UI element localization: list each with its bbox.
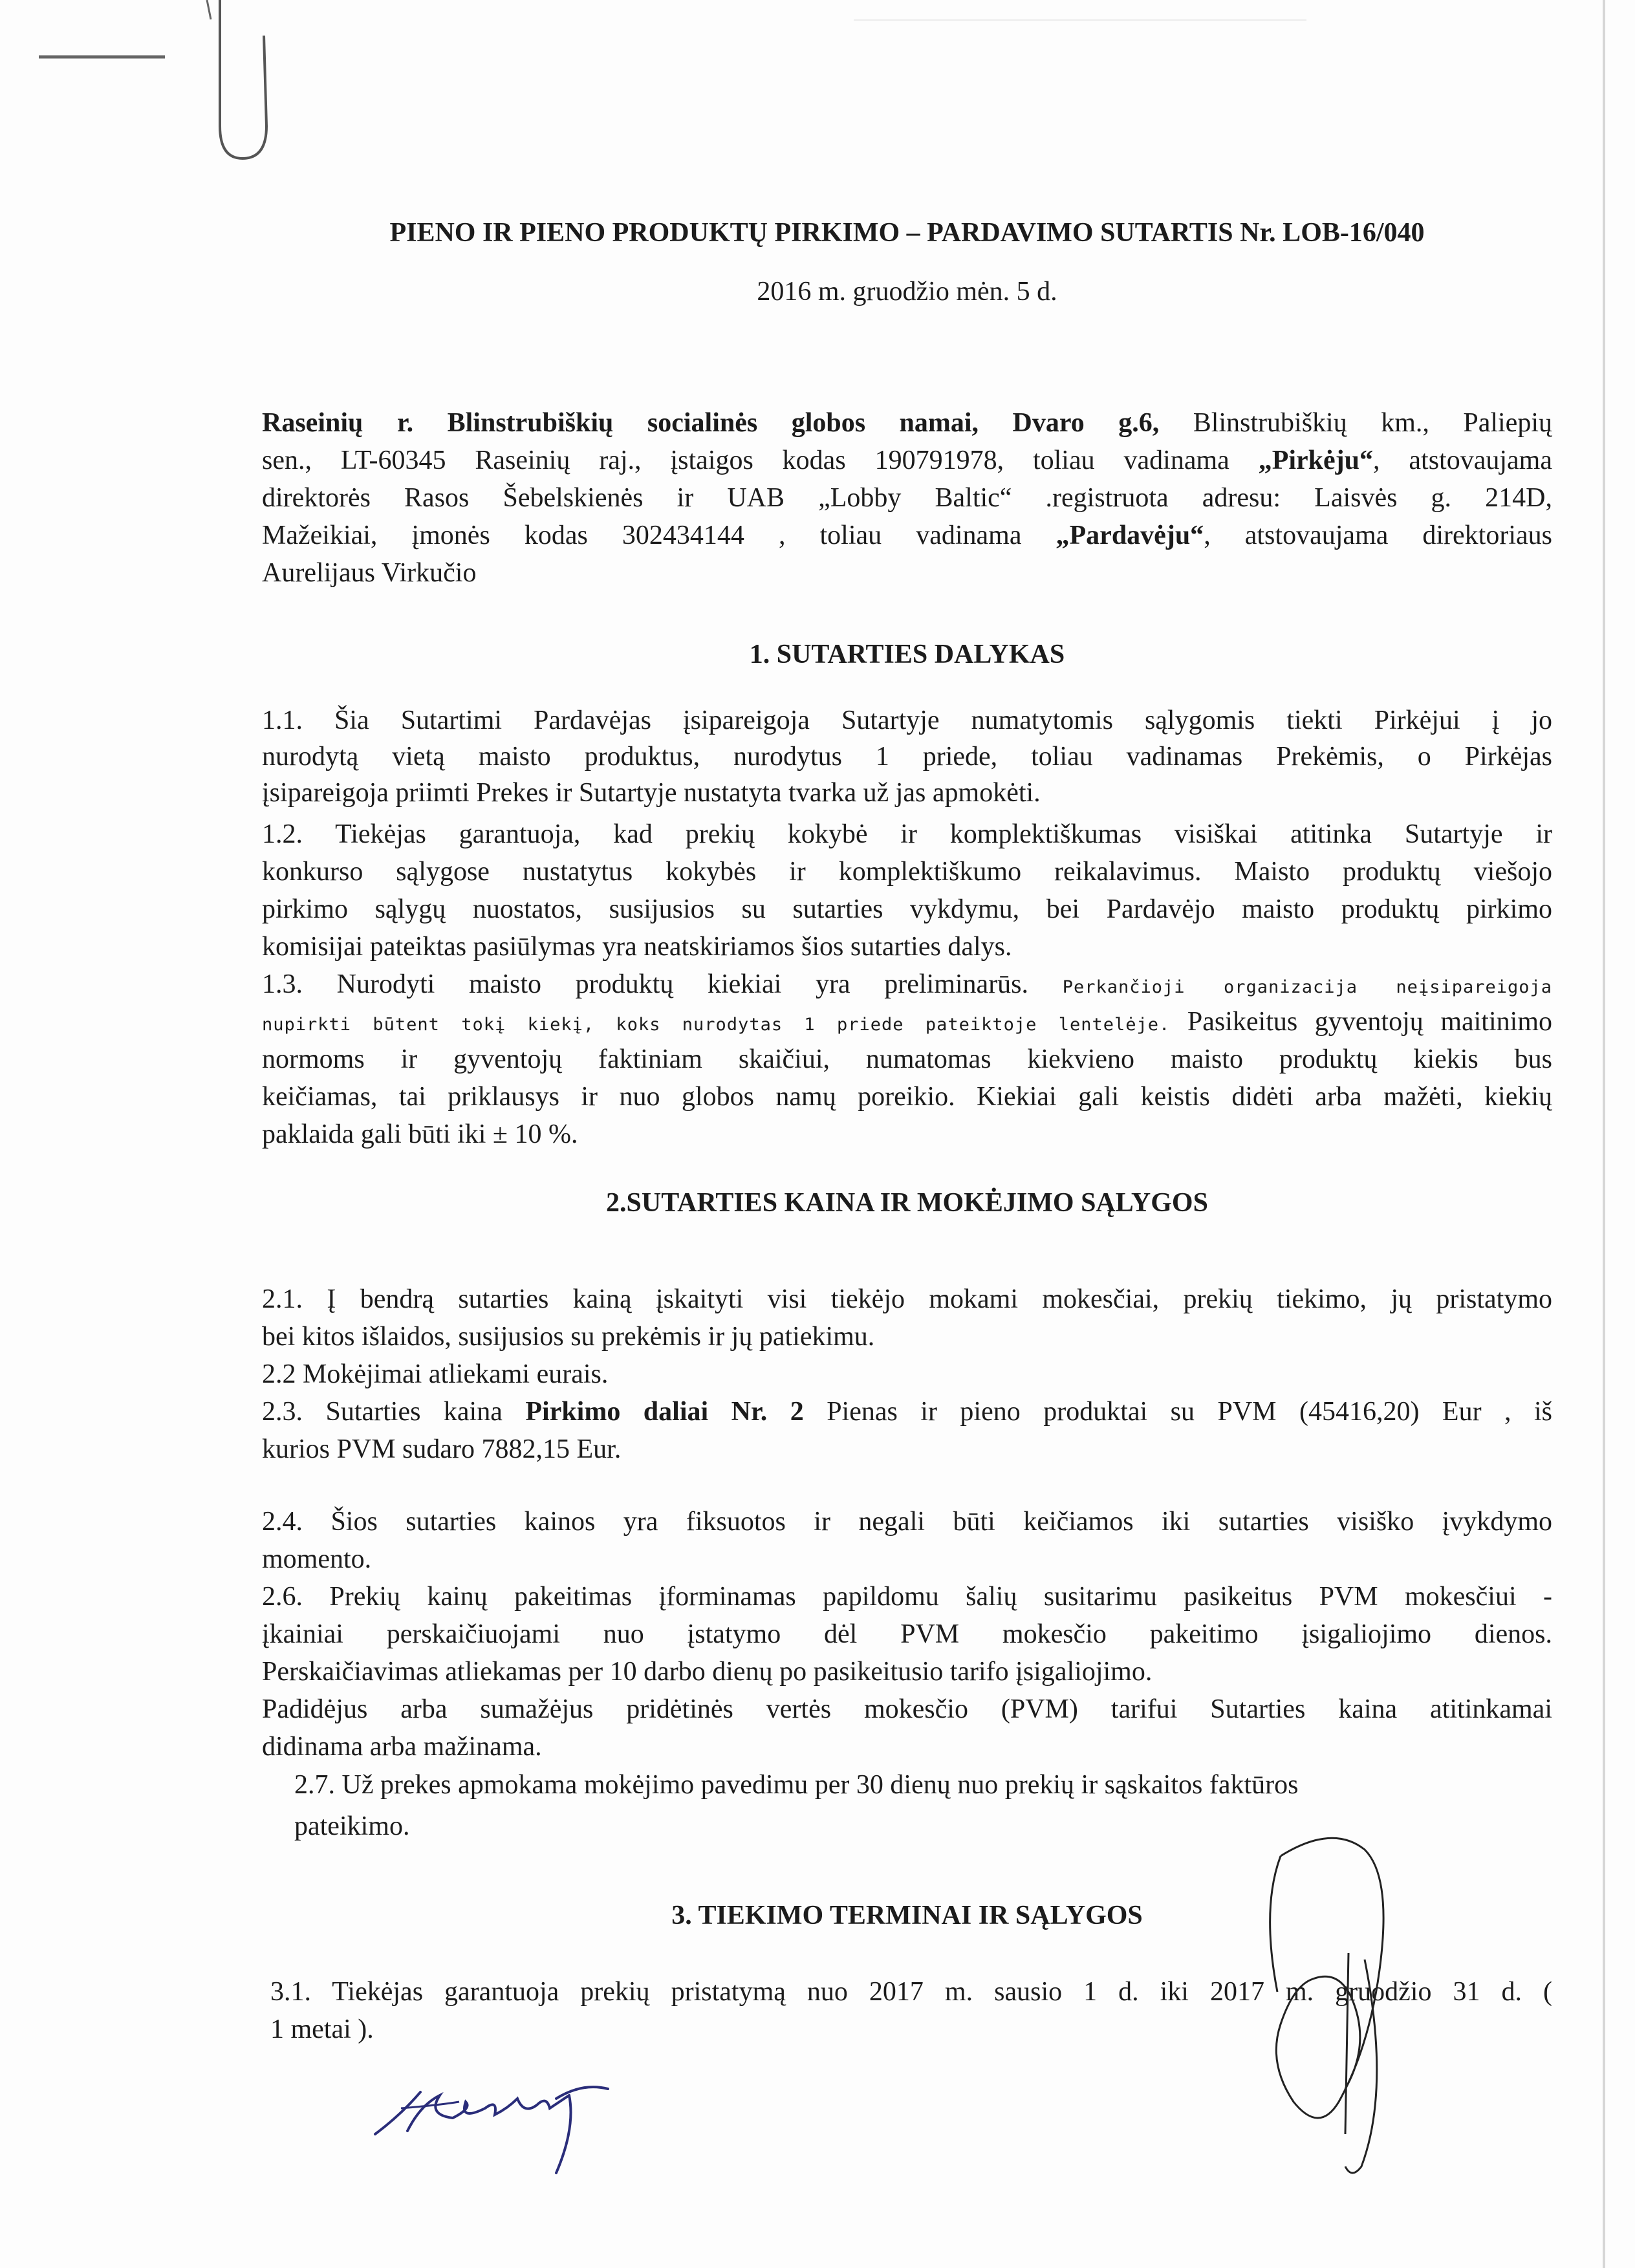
s1-line: konkurso sąlygose nustatytus kokybės ir komplektiškumo reikalavimus. Maisto produktų viešojo — [262, 857, 1552, 887]
s1-line: įsipareigoja priimti Prekes ir Sutartyje nustatyta tvarka už jas apmokėti. — [262, 778, 1041, 808]
s2-line: 2.4. Šios sutarties kainos yra fiksuotos ir negali būti keičiamos iki sutarties visiško įvykdymo — [262, 1507, 1552, 1537]
parties-line-2: sen., LT-60345 Raseinių raj., įstaigos kodas 190791978, toliau vadinama „Pirkėju“, atstovaujama — [262, 446, 1552, 475]
s2-line: didinama arba mažinama. — [262, 1732, 542, 1762]
section-1-heading: 1. SUTARTIES DALYKAS — [749, 640, 1065, 669]
s1-line: 1.2. Tiekėjas garantuoja, kad prekių kokybė ir komplektiškumas visiškai atitinka Sutartyje ir — [262, 819, 1552, 849]
s1-line: nurodytą vietą maisto produktus, nurodytus 1 priede, toliau vadinamas Prekėmis, o Pirkėjas — [262, 742, 1552, 772]
signature-left — [362, 2069, 673, 2179]
s2-line: bei kitos išlaidos, susijusios su prekėmis ir jų patiekimu. — [262, 1322, 875, 1352]
s1-line: normoms ir gyventojų faktiniam skaičiui, numatomas kiekvieno maisto produktų kiekis bus — [262, 1044, 1552, 1074]
s2-line: Perskaičiavimas atliekamas per 10 darbo dienų po pasikeitusio tarifo įsigaliojimo. — [262, 1657, 1153, 1687]
s2-line: 2.2 Mokėjimai atliekami eurais. — [262, 1359, 609, 1389]
s2-line: 2.7. Už prekes apmokama mokėjimo pavedimu per 30 dienų nuo prekių ir sąskaitos faktūros — [294, 1770, 1299, 1800]
contract-date: 2016 m. gruodžio mėn. 5 d. — [757, 277, 1057, 307]
parties-line-3: direktorės Rasos Šebelskienės ir UAB „Lobby Baltic“ .registruota adresu: Laisvės g. 214D, — [262, 483, 1552, 513]
s2-line: kurios PVM sudaro 7882,15 Eur. — [262, 1434, 622, 1464]
s2-line: 2.6. Prekių kainų pakeitimas įforminamas papildomu šalių susitarimu pasikeitus PVM mokesčiui - — [262, 1582, 1552, 1612]
s2-line: momento. — [262, 1544, 372, 1574]
s1-line: keičiamas, tai priklausys ir nuo globos namų poreikio. Kiekiai gali keistis didėti arba mažėti, kiekių — [262, 1082, 1552, 1112]
s1-line: paklaida gali būti iki ± 10 %. — [262, 1119, 578, 1149]
s2-line: įkainiai perskaičiuojami nuo įstatymo dėl PVM mokesčio pakeitimo įsigaliojimo dienos. — [262, 1619, 1552, 1649]
s1-line: nupirkti būtent tokį kiekį, koks nurodytas 1 priede pateiktoje lentelėje. Pasikeitus gyventojų maitinimo — [262, 1007, 1552, 1037]
s2-line: pateikimo. — [294, 1811, 410, 1841]
scan-artifact-line — [854, 19, 1306, 21]
s3-line: 3.1. Tiekėjas garantuoja prekių pristatymą nuo 2017 m. sausio 1 d. iki 2017 m. gruodžio 31 d. ( — [270, 1977, 1552, 2007]
s1-line: 1.1. Šia Sutartimi Pardavėjas įsipareigoja Sutartyje numatytomis sąlygomis tiekti Pirkėjui į jo — [262, 706, 1552, 735]
parties-line-5: Aurelijaus Virkučio — [262, 558, 477, 588]
contract-part-label: Pirkimo daliai Nr. 2 — [525, 1397, 804, 1427]
buyer-address: Blinstrubiškių km., Paliepių — [1159, 408, 1552, 438]
seller-label: „Pardavėju“ — [1056, 521, 1204, 550]
section-2-heading: 2.SUTARTIES KAINA IR MOKĖJIMO SĄLYGOS — [606, 1188, 1208, 1218]
buyer-label: „Pirkėju“ — [1258, 446, 1373, 475]
paper-clip-icon — [13, 0, 272, 168]
s2-line: Padidėjus arba sumažėjus pridėtinės vertės mokesčio (PVM) tarifui Sutarties kaina atitinkamai — [262, 1694, 1552, 1724]
contract-title: PIENO IR PIENO PRODUKTŲ PIRKIMO – PARDAVIMO SUTARTIS Nr. LOB-16/040 — [389, 218, 1425, 248]
s1-line: 1.3. Nurodyti maisto produktų kiekiai yra preliminarūs. Perkančioji organizacija neįsipareigoja — [262, 969, 1553, 999]
scan-right-edge — [1603, 0, 1605, 2268]
s1-line: pirkimo sąlygų nuostatos, susijusios su sutarties vykdymu, bei Pardavėjo maisto produktų pirkimo — [262, 894, 1552, 924]
buyer-name: Raseinių r. Blinstrubiškių socialinės globos namai, Dvaro g.6, — [262, 408, 1160, 438]
s2-line: 2.1. Į bendrą sutarties kainą įskaityti visi tiekėjo mokami mokesčiai, prekių tiekimo, jų pristatymo — [262, 1284, 1552, 1314]
section-3-heading: 3. TIEKIMO TERMINAI IR SĄLYGOS — [671, 1901, 1143, 1930]
s2-line: 2.3. Sutarties kaina Pirkimo daliai Nr. 2 Pienas ir pieno produktai su PVM (45416,20) Eur , iš — [262, 1397, 1552, 1427]
s1-line: komisijai pateiktas pasiūlymas yra neatskiriamos šios sutarties dalys. — [262, 932, 1012, 962]
s3-line: 1 metai ). — [270, 2014, 374, 2044]
signature-right — [1242, 1830, 1455, 2192]
parties-line-1 — [262, 406, 1552, 440]
parties-line-4: Mažeikiai, įmonės kodas 302434144 , toliau vadinama „Pardavėju“, atstovaujama direktoriaus — [262, 521, 1552, 550]
